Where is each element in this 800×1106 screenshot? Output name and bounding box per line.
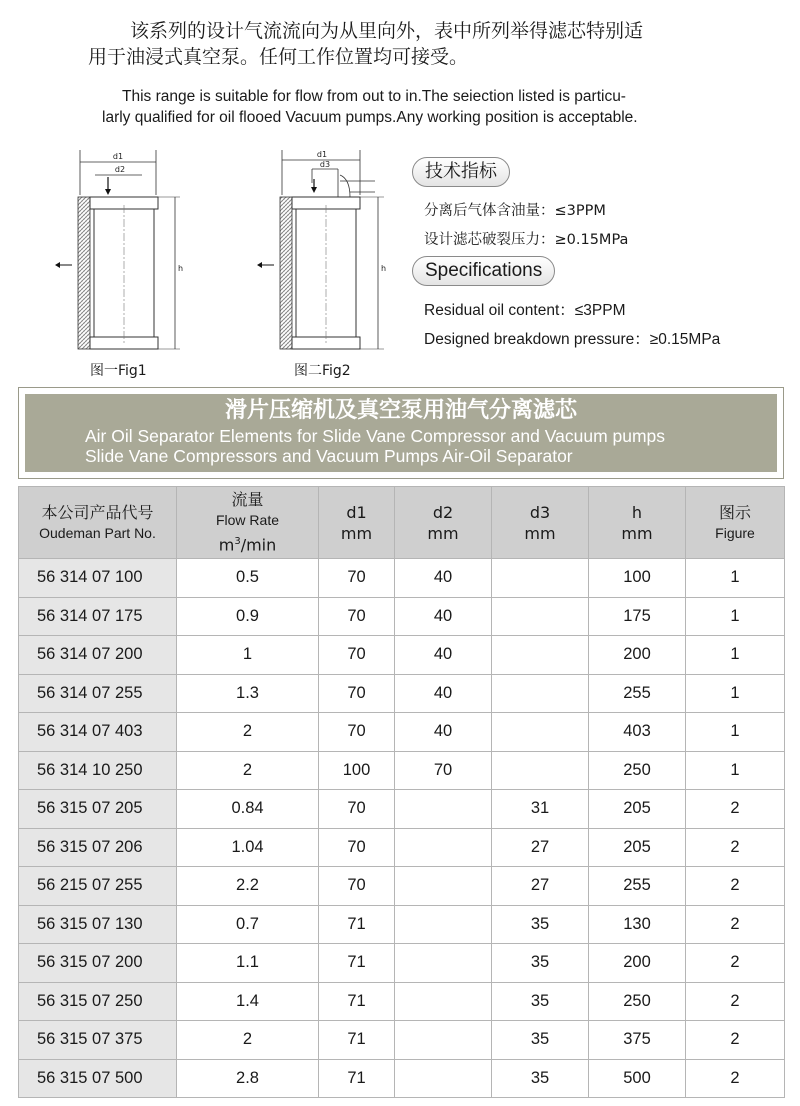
- cell-flow: 2.2: [177, 867, 319, 906]
- header-h-label: h: [631, 502, 643, 522]
- cell-d2: [395, 944, 492, 983]
- cell-d1: 71: [319, 944, 395, 983]
- spec-cn-line-1: 分离后气体含油量：≤3PPM: [424, 203, 606, 219]
- cell-figure: 2: [686, 867, 785, 906]
- fig2-d3-label: d3: [319, 160, 331, 169]
- header-d3: [492, 487, 589, 559]
- intro-english: [0, 86, 800, 128]
- intro-cn-line-1: 该系列的设计气流流向为从里向外，表中所列举得滤芯特别适: [130, 20, 644, 42]
- cell-flow: 0.9: [177, 597, 319, 636]
- cell-d1: 100: [319, 751, 395, 790]
- cell-d3: [492, 559, 589, 598]
- cell-d2: 40: [395, 559, 492, 598]
- cell-d2: 40: [395, 713, 492, 752]
- cell-figure: 1: [686, 674, 785, 713]
- cell-d2: 40: [395, 674, 492, 713]
- table-row: [19, 597, 785, 636]
- cell-h: 403: [589, 713, 686, 752]
- banner-title-en-2: Slide Vane Compressors and Vacuum Pumps Air-Oil Separator: [85, 446, 573, 466]
- table-header-row: [19, 487, 785, 559]
- cell-h: 200: [589, 636, 686, 675]
- cell-d1: 71: [319, 982, 395, 1021]
- cell-d3: 35: [492, 905, 589, 944]
- cell-h: 130: [589, 905, 686, 944]
- cell-d3: 31: [492, 790, 589, 829]
- intro-chinese: [0, 18, 800, 70]
- section-banner: [18, 387, 784, 479]
- flow-unit-sup: 3: [234, 536, 241, 548]
- cell-part: 56 314 07 200: [19, 636, 177, 675]
- cell-figure: 1: [686, 597, 785, 636]
- cell-d1: 70: [319, 713, 395, 752]
- figure-1-drawing: [55, 150, 183, 349]
- cell-d2: [395, 790, 492, 829]
- fig2-h-label: h: [381, 264, 387, 273]
- cell-h: 250: [589, 982, 686, 1021]
- cell-part: 56 315 07 206: [19, 828, 177, 867]
- fig1-caption: 图一Fig1: [90, 363, 147, 379]
- flow-unit-rest: /min: [240, 535, 277, 555]
- cell-part: 56 314 07 255: [19, 674, 177, 713]
- figure-2-drawing: [257, 150, 386, 349]
- table-row: [19, 905, 785, 944]
- cell-figure: 2: [686, 905, 785, 944]
- cell-flow: 2: [177, 713, 319, 752]
- cell-flow: 2: [177, 751, 319, 790]
- cell-d1: 70: [319, 867, 395, 906]
- cell-part: 56 315 07 375: [19, 1021, 177, 1060]
- cell-part: 56 314 07 403: [19, 713, 177, 752]
- table-row: [19, 982, 785, 1021]
- cell-flow: 1.1: [177, 944, 319, 983]
- table-row: [19, 1059, 785, 1098]
- header-flow-cn: 流量: [231, 490, 264, 510]
- table-row: [19, 867, 785, 906]
- cell-flow: 2.8: [177, 1059, 319, 1098]
- header-figure: [686, 487, 785, 559]
- cell-h: 375: [589, 1021, 686, 1060]
- cell-h: 200: [589, 944, 686, 983]
- intro-cn-line-2: 用于油浸式真空泵。任何工作位置均可接受。: [88, 46, 469, 68]
- cell-d3: [492, 751, 589, 790]
- cell-h: 500: [589, 1059, 686, 1098]
- cell-d1: 70: [319, 674, 395, 713]
- header-h-unit: mm: [621, 523, 653, 543]
- cell-h: 255: [589, 674, 686, 713]
- cell-h: 205: [589, 828, 686, 867]
- header-flow-en: Flow Rate: [215, 512, 280, 529]
- cell-figure: 1: [686, 559, 785, 598]
- cell-flow: 1.4: [177, 982, 319, 1021]
- header-part-en: Oudeman Part No.: [39, 524, 156, 541]
- cell-figure: 2: [686, 790, 785, 829]
- cell-flow: 0.7: [177, 905, 319, 944]
- cell-part: 56 315 07 205: [19, 790, 177, 829]
- cell-flow: 0.84: [177, 790, 319, 829]
- cell-h: 250: [589, 751, 686, 790]
- cell-d2: [395, 1059, 492, 1098]
- cell-flow: 2: [177, 1021, 319, 1060]
- cell-flow: 1.3: [177, 674, 319, 713]
- header-figure-en: Figure: [715, 524, 755, 541]
- cell-figure: 1: [686, 713, 785, 752]
- cell-part: 56 314 10 250: [19, 751, 177, 790]
- cell-d2: 40: [395, 636, 492, 675]
- cell-flow: 0.5: [177, 559, 319, 598]
- cell-h: 255: [589, 867, 686, 906]
- header-d1-label: d1: [346, 502, 367, 522]
- cell-d3: 35: [492, 1021, 589, 1060]
- cell-part: 56 315 07 250: [19, 982, 177, 1021]
- header-d2: [395, 487, 492, 559]
- cell-d1: 71: [319, 1059, 395, 1098]
- fig1-d2-label: d2: [114, 165, 126, 174]
- cell-flow: 1.04: [177, 828, 319, 867]
- cell-part: 56 314 07 100: [19, 559, 177, 598]
- cell-part: 56 315 07 130: [19, 905, 177, 944]
- cell-d3: 35: [492, 982, 589, 1021]
- fig2-caption: 图二Fig2: [294, 363, 351, 379]
- filter-figures-diagram: [50, 145, 400, 385]
- spec-en-line-2: Designed breakdown pressure：≥0.15MPa: [424, 331, 721, 348]
- banner-title-en-1: Air Oil Separator Elements for Slide Vane Compressor and Vacuum pumps: [85, 426, 666, 446]
- flow-unit-m: m: [218, 535, 235, 555]
- cell-figure: 2: [686, 944, 785, 983]
- intro-en-line-2: larly qualified for oil flooed Vacuum pumps.Any working position is acceptable.: [102, 109, 638, 126]
- banner-inner: [25, 394, 777, 472]
- cell-figure: 2: [686, 828, 785, 867]
- table-row: [19, 1021, 785, 1060]
- cell-figure: 1: [686, 636, 785, 675]
- table-row: [19, 828, 785, 867]
- cell-d2: [395, 905, 492, 944]
- cell-d2: [395, 982, 492, 1021]
- header-d2-label: d2: [432, 502, 454, 522]
- cell-figure: 2: [686, 1059, 785, 1098]
- cell-part: 56 314 07 175: [19, 597, 177, 636]
- header-figure-cn: 图示: [718, 502, 751, 522]
- spec-en-line-1: Residual oil content：≤3PPM: [424, 302, 626, 319]
- cell-figure: 2: [686, 982, 785, 1021]
- cell-h: 100: [589, 559, 686, 598]
- cell-d3: 35: [492, 1059, 589, 1098]
- cell-d1: 70: [319, 559, 395, 598]
- table-row: [19, 790, 785, 829]
- intro-en-line-1: This range is suitable for flow from out to in.The seiection listed is particu-: [122, 88, 626, 105]
- cell-d1: 71: [319, 1021, 395, 1060]
- header-d1-unit: mm: [340, 523, 373, 543]
- cell-d2: [395, 828, 492, 867]
- cell-d3: 27: [492, 867, 589, 906]
- cell-d2: [395, 1021, 492, 1060]
- cell-figure: 1: [686, 751, 785, 790]
- table-row: [19, 674, 785, 713]
- cell-part: 56 315 07 200: [19, 944, 177, 983]
- header-flow-unit: [177, 531, 318, 555]
- table-row: [19, 944, 785, 983]
- cell-h: 175: [589, 597, 686, 636]
- table-row: [19, 636, 785, 675]
- cell-d1: 71: [319, 905, 395, 944]
- parts-table: [18, 486, 785, 1098]
- cell-d3: [492, 597, 589, 636]
- cell-d3: [492, 713, 589, 752]
- fig1-h-label: h: [178, 264, 184, 273]
- banner-title-cn: 滑片压缩机及真空泵用油气分离滤芯: [224, 398, 577, 423]
- fig2-d1-label: d1: [316, 150, 328, 159]
- header-part-cn: 本公司产品代号: [41, 502, 154, 522]
- cell-d3: [492, 674, 589, 713]
- header-d3-label: d3: [529, 502, 551, 522]
- cell-d3: [492, 636, 589, 675]
- header-part-no: [19, 487, 177, 559]
- spec-cn-line-2: 设计滤芯破裂压力：≥0.15MPa: [424, 232, 629, 248]
- header-d1: [319, 487, 395, 559]
- cell-d2: 40: [395, 597, 492, 636]
- cell-d2: 70: [395, 751, 492, 790]
- header-d2-unit: mm: [427, 523, 459, 543]
- header-flow-rate: [177, 487, 319, 559]
- cell-d1: 70: [319, 597, 395, 636]
- spec-title-en: Specifications: [412, 256, 555, 286]
- cell-d1: 70: [319, 828, 395, 867]
- spec-title-cn: 技术指标: [412, 157, 510, 187]
- table-row: [19, 559, 785, 598]
- table-row: [19, 751, 785, 790]
- cell-part: 56 215 07 255: [19, 867, 177, 906]
- cell-d1: 70: [319, 790, 395, 829]
- cell-flow: 1: [177, 636, 319, 675]
- header-d3-unit: mm: [524, 523, 556, 543]
- fig1-d1-label: d1: [112, 152, 124, 161]
- cell-d1: 70: [319, 636, 395, 675]
- cell-h: 205: [589, 790, 686, 829]
- table-row: [19, 713, 785, 752]
- cell-d3: 35: [492, 944, 589, 983]
- cell-part: 56 315 07 500: [19, 1059, 177, 1098]
- cell-d3: 27: [492, 828, 589, 867]
- cell-figure: 2: [686, 1021, 785, 1060]
- header-h: [589, 487, 686, 559]
- cell-d2: [395, 867, 492, 906]
